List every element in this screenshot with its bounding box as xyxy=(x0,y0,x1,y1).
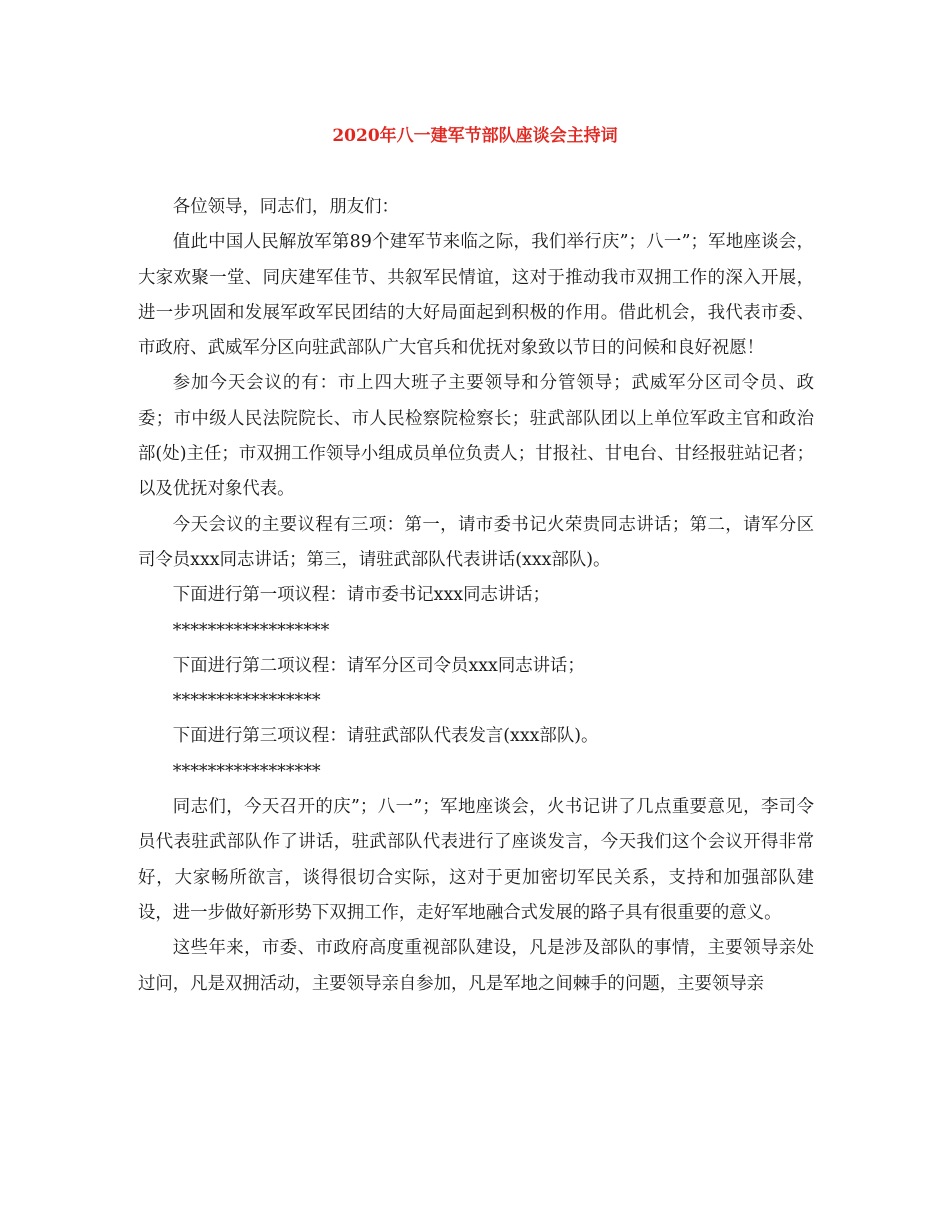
separator-stars: ****************** xyxy=(172,620,330,641)
document-title: 2020年八一建军节部队座谈会主持词 xyxy=(332,126,618,146)
separator-stars: ***************** xyxy=(172,761,321,782)
paragraph-closing: 这些年来，市委、市政府高度重视部队建设，凡是涉及部队的事情，主要领导亲处过问，凡是双拥活动，主要领导亲自参加，凡是军地之间棘手的问题，主要领导亲 xyxy=(138,938,814,994)
paragraph-agenda-item-1: 下面进行第一项议程：请市委书记xxx同志讲话； xyxy=(172,585,551,606)
document-body xyxy=(138,190,814,1002)
paragraph-summary: 同志们，今天召开的庆”；八一”；军地座谈会，火书记讲了几点重要意见，李司令员代表驻武部队作了讲话，驻武部队代表进行了座谈发言，今天我们这个会议开得非常好，大家畅所欲言，谈得很切合实际，这对于更加密切军民关系，支持和加强部队建设，进一步做好新形势下双拥工作，走好军地融合式发展的路子具有很重要的意义。 xyxy=(138,797,814,923)
separator-stars: ***************** xyxy=(172,691,321,712)
paragraph-greeting: 各位领导，同志们，朋友们： xyxy=(172,197,399,217)
paragraph-agenda-item-3: 下面进行第三项议程：请驻武部队代表发言(xxx部队)。 xyxy=(172,726,599,747)
paragraph-opening: 值此中国人民解放军第89个建军节来临之际，我们举行庆”；八一”；军地座谈会，大家欢聚一堂、同庆建军佳节、共叙军民情谊，这对于推动我市双拥工作的深入开展，进一步巩固和发展军政军民团结的大好局面起到积极的作用。借此机会，我代表市委、市政府、武威军分区向驻武部队广大官兵和优抚对象致以节日的问候和良好祝愿！ xyxy=(138,232,814,359)
paragraph-attendees: 参加今天会议的有：市上四大班子主要领导和分管领导；武威军分区司令员、政委；市中级人民法院院长、市人民检察院检察长；驻武部队团以上单位军政主官和政治部(处)主任；市双拥工作领导小组成员单位负责人；甘报社、甘电台、甘经报驻站记者；以及优抚对象代表。 xyxy=(138,373,814,500)
paragraph-agenda: 今天会议的主要议程有三项：第一，请市委书记火荣贵同志讲话；第二，请军分区司令员xxx同志讲话；第三，请驻武部队代表讲话(xxx部队)。 xyxy=(138,514,814,570)
paragraph-agenda-item-2: 下面进行第二项议程：请军分区司令员xxx同志讲话； xyxy=(172,655,585,676)
